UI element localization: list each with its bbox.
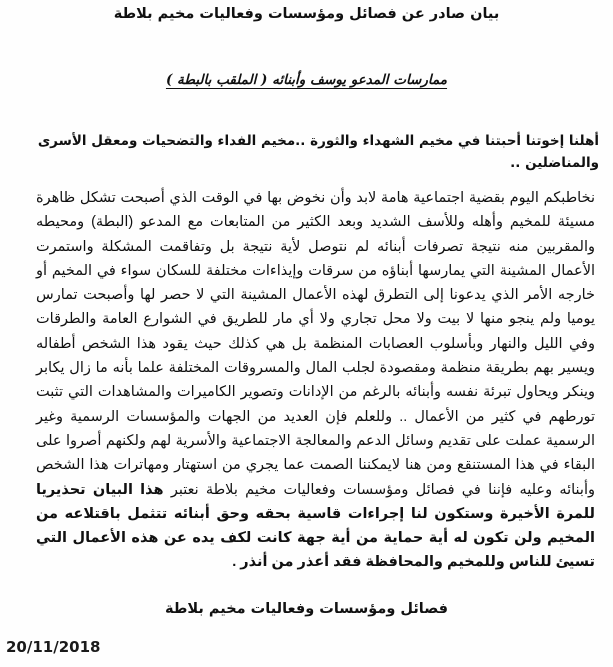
subtitle-text: ممارسات المدعو يوسف وأبنائه ( الملقب بالبطة ) [165, 72, 448, 88]
greeting-paragraph: أهلنا إخوتنا أحبتنا في مخيم الشهداء والثورة ..مخيم الفداء والتضحيات ومعقل الأسرى والمناضلين .. [37, 133, 599, 171]
document-subtitle [0, 72, 613, 88]
body-text-regular: نخاطبكم اليوم بقضية اجتماعية هامة لابد وأن نخوض بها في الوقت الذي أصبحت تشكل ظاهرة مسيئة للمخيم وأهله وللأسف الشديد وبعد الكثير من المتابعات مع المدعو (البطة) ومحيطه والمقربين منه نتيجة تصرفات أبنائه لم نتوصل لأية نتيجة بل وتفاقمت المشكلة واستمرت الأعمال المشينة التي يمارسها أبناؤه من سرقات وإيذاءات مختلفة للسكان سواء في المخيم أو خارجه الأمر الذي يدعونا إلى التطرق لهذه الأعمال المشينة التي لا حصر لها وأصبحت تمارس يوميا ولم ينجو منها لا بيت ولا محل تجاري ولا أي مار للطريق في الشوارع العامة والطرقات وفي الليل والنهار وبأسلوب العصابات المنظمة بل هي كذلك حيث يقود هذا الشخص أطفاله ويسير بهم بطريقة منظمة ومقصودة لجلب المال والمسروقات المختلفة علما بأنه ما زال يكابر وينكر ويحاول تبرئة نفسه وأبنائه بالرغم من الإدانات وتصوير الكاميرات والمشاهدات التي تثبت تورطهم في كثير من الأعمال .. وللعلم فإن العديد من الجهات والمؤسسات الرسمية وغير الرسمية عملت على تقديم وسائل الدعم والمعالجة الاجتماعية والأسرية لهم ولكنهم أصروا على البقاء في هذا المستنقع ومن هنا لايمكننا الصمت عما يجري من استهتار ومهاترات هذا الشخص وأبنائه وعليه فإننا في فصائل ومؤسسات وفعاليات مخيم بلاطة نعتبر [36, 190, 596, 498]
body-paragraph [36, 186, 595, 575]
document-date: 20/11/2018 [6, 638, 101, 656]
body-text-warning-bold: هذا البيان تحذيريا للمرة الأخيرة وستكون لنا إجراءات قاسية بحقه وحق أبنائه تتثمل باقتلاعه من المخيم ولن تكون له أية حماية من أية جهة كانت لكف يده عن هذه الأعمال التي تسيئ للناس وللمخيم والمحافظة فقد أعذر من أنذر . [36, 481, 595, 571]
document-header-title: بيان صادر عن فصائل ومؤسسات وفعاليات مخيم بلاطة [113, 6, 500, 22]
signature: فصائل ومؤسسات وفعاليات مخيم بلاطة [164, 601, 449, 617]
